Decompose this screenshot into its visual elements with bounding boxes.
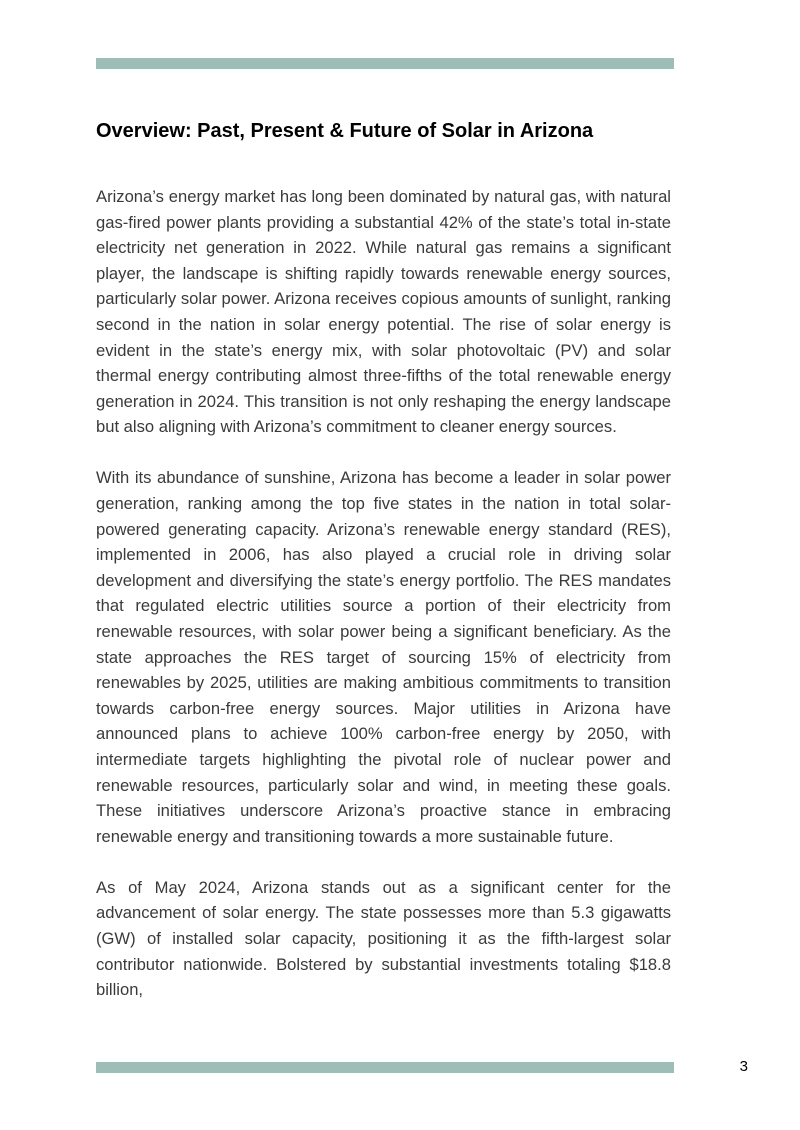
- page-number: 3: [739, 1058, 748, 1075]
- body-text: [96, 184, 671, 1028]
- bottom-decorative-rule: [96, 1062, 674, 1073]
- paragraph-2: With its abundance of sunshine, Arizona has become a leader in solar power generation, ranking among the top five states in the nation in total solar-powered generating capacity. Arizona’s renewable energy standard (RES), implemented in 2006, has also played a crucial role in driving solar development and diversifying the state’s energy portfolio. The RES mandates that regulated electric utilities source a portion of their electricity from renewable resources, with solar power being a significant beneficiary. As the state approaches the RES target of sourcing 15% of electricity from renewables by 2025, utilities are making ambitious commitments to transition towards carbon-free energy sources. Major utilities in Arizona have announced plans to achieve 100% carbon-free energy by 2050, with intermediate targets highlighting the pivotal role of nuclear power and renewable resources, particularly solar and wind, in meeting these goals. These initiatives underscore Arizona’s proactive stance in embracing renewable energy and transitioning towards a more sustainable future.: [96, 468, 671, 846]
- paragraph-1: Arizona’s energy market has long been dominated by natural gas, with natural gas-fired power plants providing a substantial 42% of the state’s total in-state electricity net generation in 2022. While natural gas remains a significant player, the landscape is shifting rapidly towards renewable energy sources, particularly solar power. Arizona receives copious amounts of sunlight, ranking second in the nation in solar energy potential. The rise of solar energy is evident in the state’s energy mix, with solar photovoltaic (PV) and solar thermal energy contributing almost three-fifths of the total renewable energy generation in 2024. This transition is not only reshaping the energy landscape but also aligning with Arizona’s commitment to cleaner energy sources.: [96, 187, 671, 437]
- section-heading: Overview: Past, Present & Future of Solar in Arizona: [96, 120, 594, 142]
- paragraph-3: As of May 2024, Arizona stands out as a significant center for the advancement of solar energy. The state possesses more than 5.3 gigawatts (GW) of installed solar capacity, positioning it as the fifth-largest solar contributor nationwide. Bolstered by substantial investments totaling $18.8 billion,: [96, 877, 671, 1000]
- top-decorative-rule: [96, 58, 674, 69]
